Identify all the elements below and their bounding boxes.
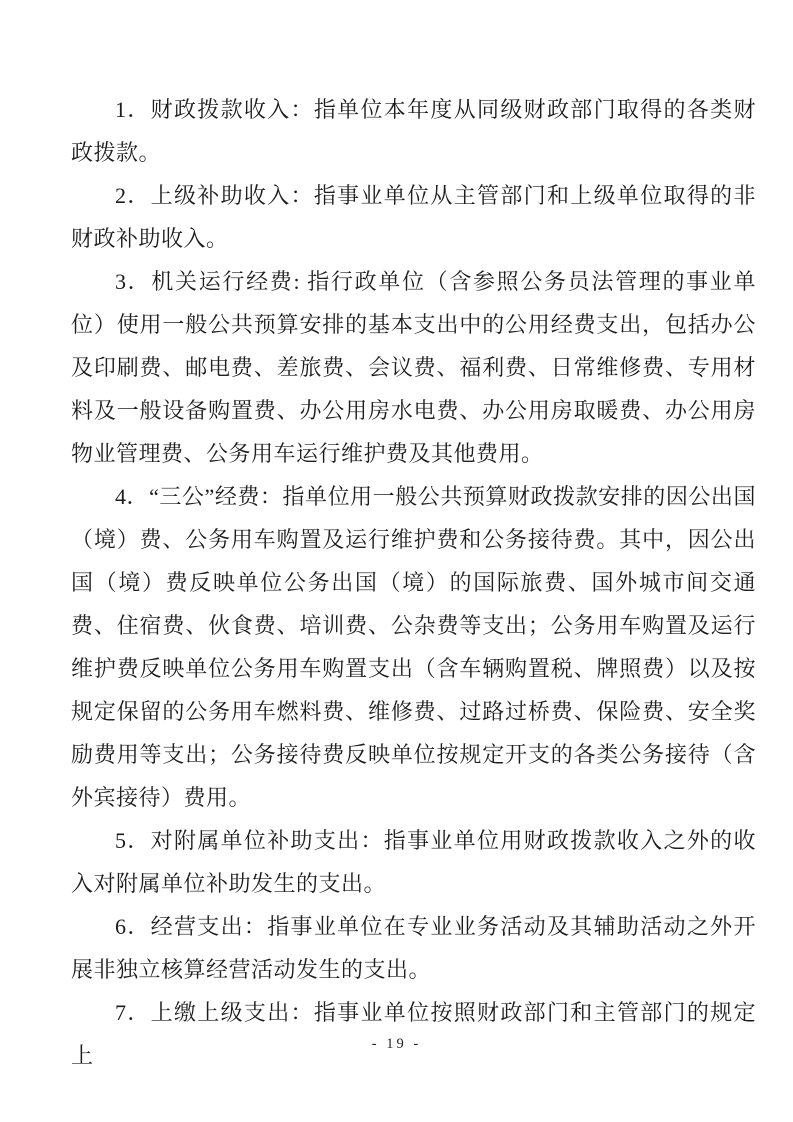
paragraph-operating-expenditure: 6．经营支出：指事业单位在专业业务活动及其辅助活动之外开展非独立核算经营活动发生的支出。: [71, 914, 756, 982]
paragraph-payment-to-superior: 7．上缴上级支出：指事业单位按照财政部门和主管部门的规定上: [71, 1000, 756, 1068]
paragraph-subsidy-to-affiliated-units: 5．对附属单位补助支出：指事业单位用财政拨款收入之外的收入对附属单位补助发生的支出。: [71, 828, 756, 896]
page-number: - 19 -: [371, 1036, 422, 1052]
document-body: [71, 88, 756, 1077]
paragraph-fiscal-appropriation-income: 1．财政拨款收入：指单位本年度从同级财政部门取得的各类财政拨款。: [71, 97, 756, 165]
paragraph-superior-subsidy-income: 2．上级补助收入：指事业单位从主管部门和上级单位取得的非财政补助收入。: [71, 183, 756, 251]
paragraph-agency-operating-funds: 3．机关运行经费: 指行政单位（含参照公务员法管理的事业单位）使用一般公共预算安排的基本支出中的公用经费支出，包括办公及印刷费、邮电费、差旅费、会议费、福利费、日常维修费、专用材料及一般设备购置费、办公用房水电费、办公用房取暖费、办公用房物业管理费、公务用车运行维护费及其他费用。: [71, 269, 756, 466]
paragraph-three-public-funds: 4．“三公”经费：指单位用一般公共预算财政拨款安排的因公出国（境）费、公务用车购置及运行维护费和公务接待费。其中，因公出国（境）费反映单位公务出国（境）的国际旅费、国外城市间交通费、住宿费、伙食费、培训费、公杂费等支出；公务用车购置及运行维护费反映单位公务用车购置支出（含车辆购置税、牌照费）以及按规定保留的公务用车燃料费、维修费、过路过桥费、保险费、安全奖励费用等支出；公务接待费反映单位按规定开支的各类公务接待（含外宾接待）费用。: [71, 484, 756, 810]
